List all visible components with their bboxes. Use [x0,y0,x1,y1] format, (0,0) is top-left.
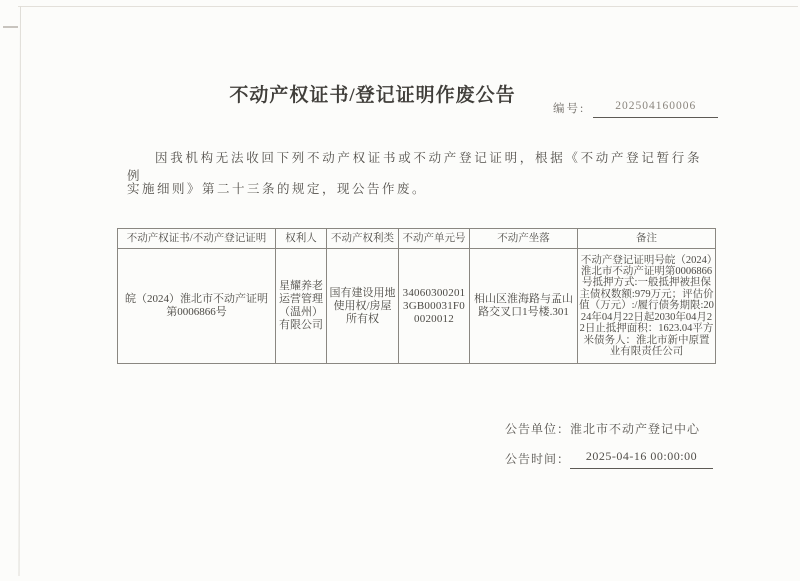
cell-remarks: 不动产登记证明号皖（2024）淮北市不动产证明第0006866号抵押方式:一般抵押被担保主债权数额:979万元；评估价值（万元）:/履行债务期限:2024年04月22日起2030年04月22日止抵押面积：1623.04平方米债务人：淮北市新中原置业有限责任公司 [578,249,716,364]
scan-edge-top-line [18,6,798,7]
column-header-right-type: 不动产权利类 [327,229,399,249]
scan-edge-dash [3,26,18,28]
announcement-time-value: 2025-04-16 00:00:00 [570,449,713,469]
serial-number-block [553,100,718,118]
announcement-time-line [505,449,713,469]
serial-label: 编号: [553,103,586,115]
page-title: 不动产权证书/登记证明作废公告 [229,85,516,106]
table-header-row [118,229,716,249]
cell-right-type: 国有建设用地使用权/房屋所有权 [327,249,399,364]
certificate-table [117,228,716,364]
serial-value: 202504160006 [593,100,718,118]
announcement-unit-value: 淮北市不动产登记中心 [570,422,701,436]
column-header-holder: 权利人 [276,229,327,249]
cell-holder: 星耀养老运营管理（温州）有限公司 [276,249,327,364]
column-header-location: 不动产坐落 [470,229,578,249]
column-header-certificate-no: 不动产权证书/不动产登记证明 [118,229,276,249]
column-header-unit-no: 不动产单元号 [399,229,470,249]
announcement-time-label: 公告时间： [505,452,571,466]
table-row [118,249,716,364]
cell-unit-no: 340603002013GB00031F00020012 [399,249,470,364]
column-header-remarks: 备注 [578,229,716,249]
cell-certificate-no: 皖（2024）淮北市不动产证明第0006866号 [118,249,276,364]
announcement-unit-line [505,420,700,439]
notice-body-line-1: 因我机构无法收回下列不动产权证书或不动产登记证明，根据《不动产登记暂行条例 [127,151,702,183]
cell-location: 相山区淮海路与孟山路交叉口1号楼.301 [470,249,578,364]
notice-body-line-2: 实施细则》第二十三条的规定，现公告作废。 [127,182,428,196]
scan-edge-left-line [19,6,21,576]
announcement-unit-label: 公告单位： [505,422,571,436]
